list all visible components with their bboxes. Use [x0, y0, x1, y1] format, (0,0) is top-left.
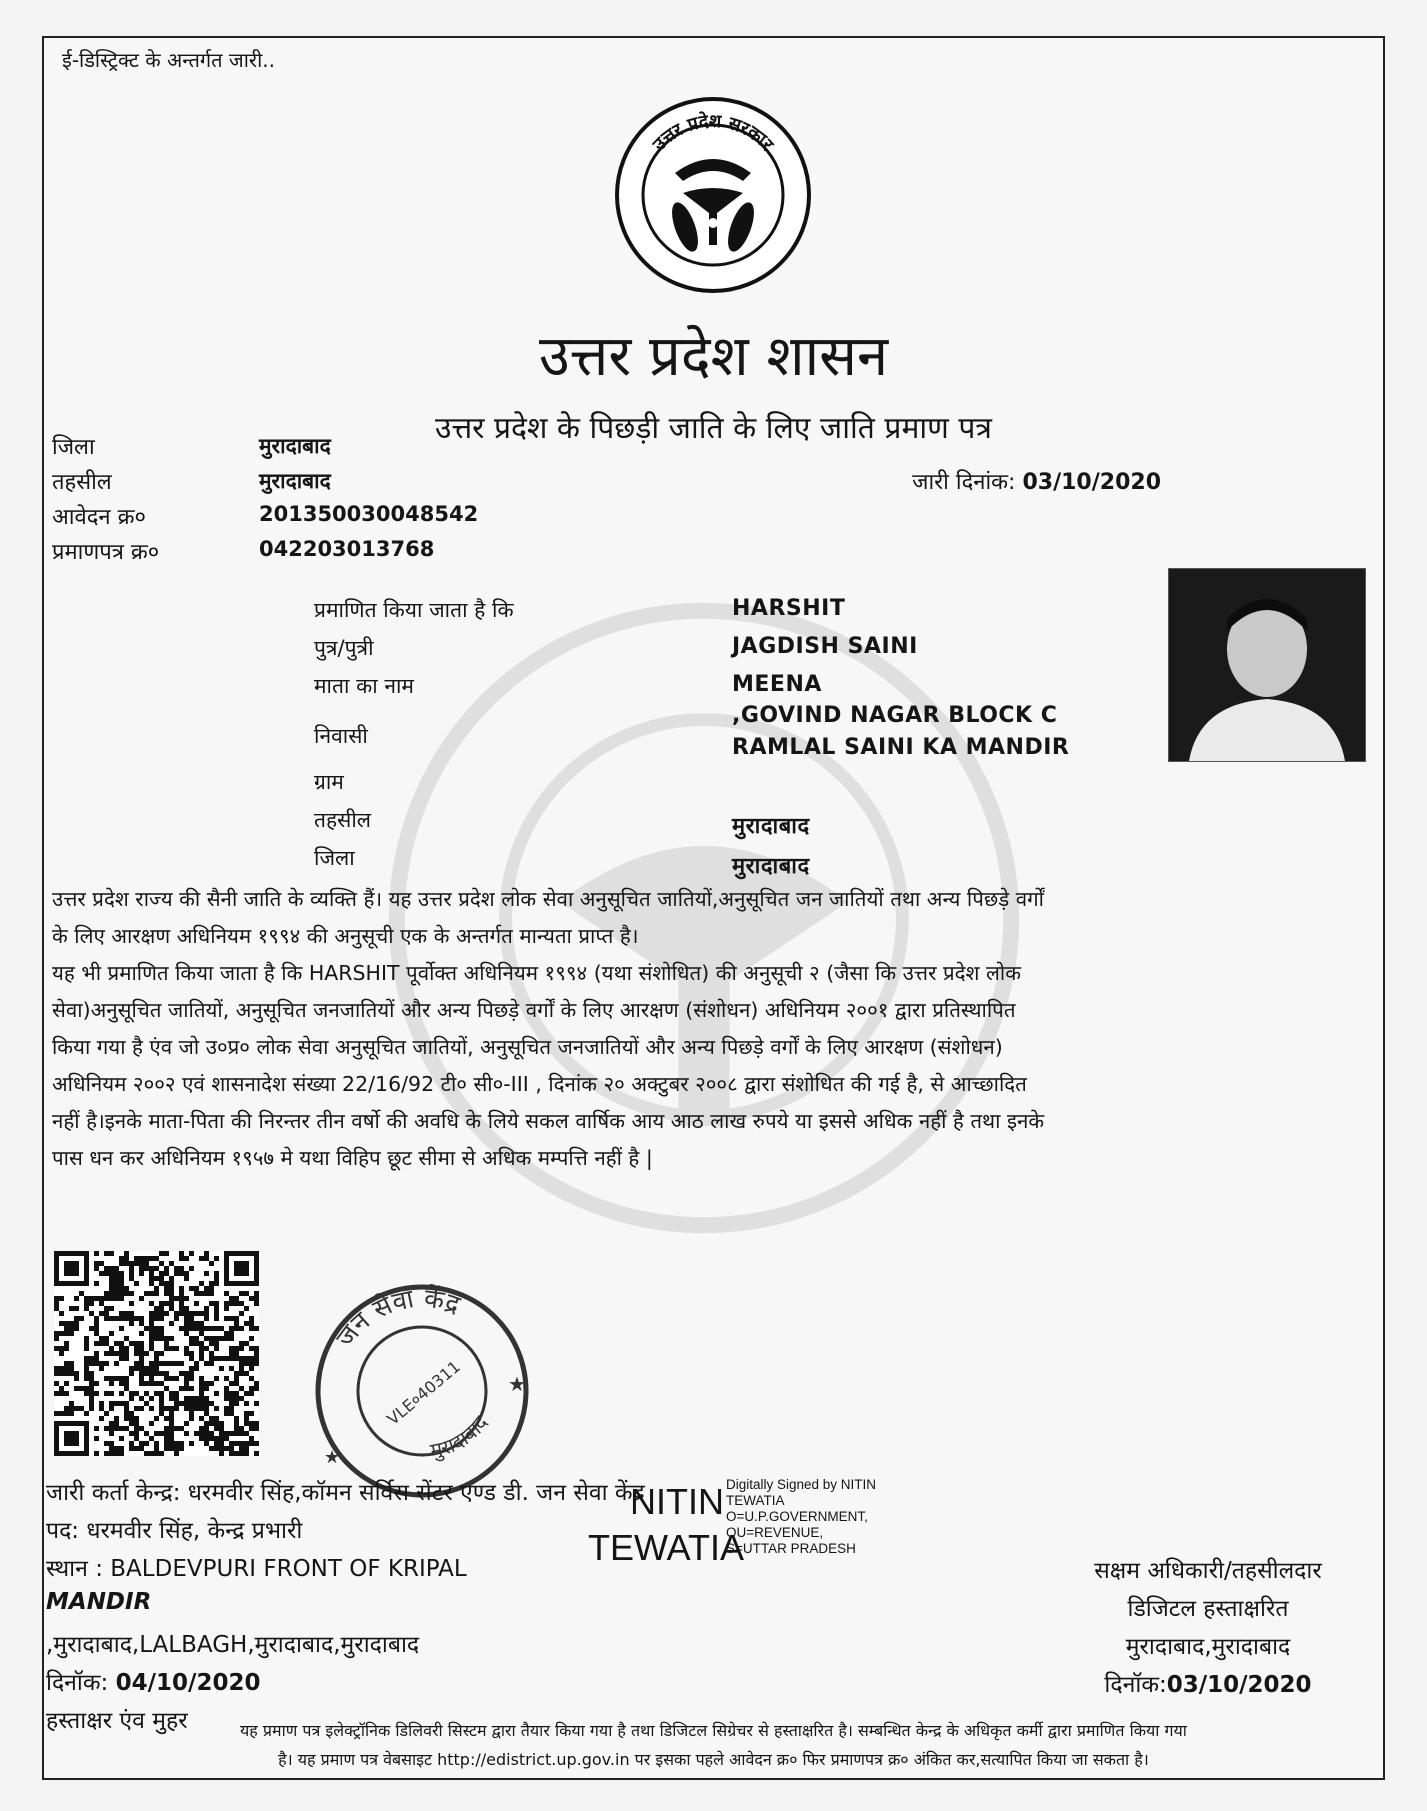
signer-name-line-2: TEWATIA — [588, 1527, 744, 1568]
issuer-date — [46, 1665, 260, 1697]
officer-designation: सक्षम अधिकारी/तहसीलदार — [1094, 1558, 1322, 1584]
application-no-label: आवेदन क्र० — [52, 505, 146, 530]
issuer-place-line-2: MANDIR — [46, 1589, 152, 1615]
officer-block — [1053, 1552, 1363, 1704]
svg-text:जन सेवा केंद्र — [330, 1283, 464, 1353]
issuer-post: पद: धरमवीर सिंह, केन्द्र प्रभारी — [46, 1518, 303, 1544]
para2-line: अधिनियम २००२ एवं शासनादेश संख्या 22/16/92 टी० सी०-III , दिनांक २० अक्टुबर २००८ द्वारा संशोधित की गई है, से आच्छादित — [52, 1072, 1027, 1096]
mother-name: MEENA — [732, 672, 822, 697]
para2-line: पास धन कर अधिनियम १९५७ मे यथा विहिप छूट सीमा से अधिक मम्पत्ति नहीं है | — [52, 1146, 653, 1170]
signature-detail-line: TEWATIA — [726, 1493, 785, 1508]
officer-date-label: दिनॉक: — [1104, 1672, 1167, 1698]
issue-date — [912, 466, 1161, 496]
certificate-no-value: 042203013768 — [259, 537, 435, 561]
person-district-label: जिला — [314, 846, 355, 870]
verification-note — [44, 1716, 1383, 1774]
officer-date — [1053, 1666, 1363, 1704]
district-label: जिला — [52, 435, 95, 460]
seal-bottom-text: मुरादाबाद — [428, 1411, 493, 1463]
para2-line: सेवा)अनुसूचित जातियों, अनुसूचित जनजातियों और अन्य पिछड़े वर्गों के लिए आरक्षण (संशोधन) अधिनियम २००१ द्वारा प्रतिस्थापित — [52, 998, 1016, 1022]
issuer-date-value: 04/10/2020 — [115, 1670, 261, 1696]
signature-and-seal-label: हस्ताक्षर एंव मुहर — [46, 1708, 188, 1734]
signature-details — [726, 1477, 946, 1557]
issued-under-note: ई-डिस्ट्रिक्ट के अन्तर्गत जारी.. — [62, 48, 275, 72]
person-district-value: मुरादाबाद — [732, 854, 810, 879]
svg-text:★: ★ — [508, 1372, 526, 1396]
para1-line: उत्तर प्रदेश राज्य की सैनी जाति के व्यक्ति हैं। यह उत्तर प्रदेश लोक सेवा अनुसूचित जातियों,अनुसूचित जन जातियों तथा अन्य पिछड़े वर्गों — [52, 887, 1044, 911]
certificate-sheet — [42, 36, 1385, 1780]
mother-label: माता का नाम — [314, 674, 414, 698]
para2-line: यह भी प्रमाणित किया जाता है कि HARSHIT पूर्वोक्त अधिनियम १९९४ (यथा संशोधित) की अनुसूची २ (जैसा कि उत्तर प्रदेश लोक — [52, 961, 1021, 985]
parent-label: पुत्र/पुत्री — [314, 636, 374, 660]
application-no-value: 201350030048542 — [259, 502, 479, 526]
verification-note-line: यह प्रमाण पत्र इलेक्ट्रॉनिक डिलिवरी सिस्टम द्वारा तैयार किया गया है तथा डिजिटल सिग्रेचर से हस्ताक्षरित है। सम्बन्धित केन्द्र के अधिकृत कर्मी द्वारा प्रमाणित किया गया — [240, 1721, 1187, 1740]
parent-name: JAGDISH SAINI — [732, 634, 918, 659]
issuing-centre: जारी कर्ता केन्द्र: धरमवीर सिंह,कॉमन सर्विस सेंटर एण्ड डी. जन सेवा केंद्र — [46, 1480, 645, 1506]
issue-date-value: 03/10/2020 — [1022, 470, 1161, 495]
certified-label: प्रमाणित किया जाता है कि — [314, 598, 514, 622]
applicant-photo — [1168, 568, 1366, 762]
address-line-1: ,GOVIND NAGAR BLOCK C — [732, 703, 1058, 728]
address-line-2: RAMLAL SAINI KA MANDIR — [732, 735, 1070, 760]
person-tehsil-value: मुरादाबाद — [732, 814, 810, 839]
issue-date-label: जारी दिनांक: — [912, 470, 1016, 495]
issuer-place-line-3: ,मुरादाबाद,LALBAGH,मुरादाबाद,मुरादाबाद — [46, 1632, 420, 1658]
verification-note-line: है। यह प्रमाण पत्र वेबसाइट http://edistrict.up.gov.in पर इसका पहले आवेदन क्र० फिर प्रमाणपत्र क्र० अंकित कर,सत्यापित किया जा सकता है। — [278, 1750, 1149, 1769]
seal-top-text: जन सेवा केंद्र — [330, 1283, 464, 1353]
para2-line: किया गया है एंव जो उ०प्र० लोक सेवा अनुसूचित जातियों, अनुसूचित जनजातियों और अन्य पिछड़े वर्गों के लिए आरक्षण (संशोधन) — [52, 1035, 1003, 1059]
signer-name-line-1: NITIN — [630, 1481, 724, 1522]
tehsil-label: तहसील — [52, 470, 112, 495]
para2-line: नहीं है।इनके माता-पिता की निरन्तर तीन वर्षो की अवधि के लिये सकल वार्षिक आय आठ लाख रुपये या इससे अधिक नहीं है तथा इनके — [52, 1109, 1045, 1133]
issuer-date-label: दिनॉक: — [46, 1670, 109, 1696]
svg-text:★: ★ — [324, 1447, 341, 1468]
certificate-no-label: प्रमाणपत्र क्र० — [52, 540, 160, 565]
certificate-subtitle: उत्तर प्रदेश के पिछड़ी जाति के लिए जाति प्रमाण पत्र — [435, 411, 992, 446]
emblem-text: उत्तर प्रदेश सरकार — [648, 110, 778, 156]
seal-middle-text: VLE०40311 — [383, 1356, 464, 1429]
village-label: ग्राम — [314, 770, 344, 794]
signature-detail-line: O=U.P.GOVERNMENT, — [726, 1509, 868, 1524]
officer-location: मुरादाबाद,मुरादाबाद — [1125, 1634, 1291, 1660]
person-tehsil-label: तहसील — [314, 808, 371, 832]
qr-code-icon — [54, 1251, 259, 1456]
officer-digitally-signed: डिजिटल हस्ताक्षरित — [1127, 1596, 1289, 1622]
svg-text:मुरादाबाद — [428, 1411, 493, 1464]
signature-detail-line: S=UTTAR PRADESH — [726, 1541, 856, 1556]
page-title: उत्तर प्रदेश शासन — [538, 324, 889, 389]
district-value: मुरादाबाद — [259, 434, 331, 458]
tehsil-value: मुरादाबाद — [259, 469, 331, 493]
applicant-name: HARSHIT — [732, 596, 846, 621]
caste-paragraph — [52, 881, 1382, 955]
creamy-layer-paragraph — [52, 955, 1382, 1177]
para1-line: के लिए आरक्षण अधिनियम १९९४ की अनुसूची एक के अन्तर्गत मान्यता प्राप्त है। — [52, 924, 639, 948]
officer-date-value: 03/10/2020 — [1166, 1672, 1312, 1698]
resident-label: निवासी — [314, 724, 368, 748]
issuer-place-line-1: स्थान : BALDEVPURI FRONT OF KRIPAL — [46, 1556, 467, 1582]
signature-detail-line: Digitally Signed by NITIN — [726, 1477, 877, 1492]
up-government-emblem-icon — [613, 95, 813, 295]
signature-detail-line: OU=REVENUE, — [726, 1525, 824, 1540]
